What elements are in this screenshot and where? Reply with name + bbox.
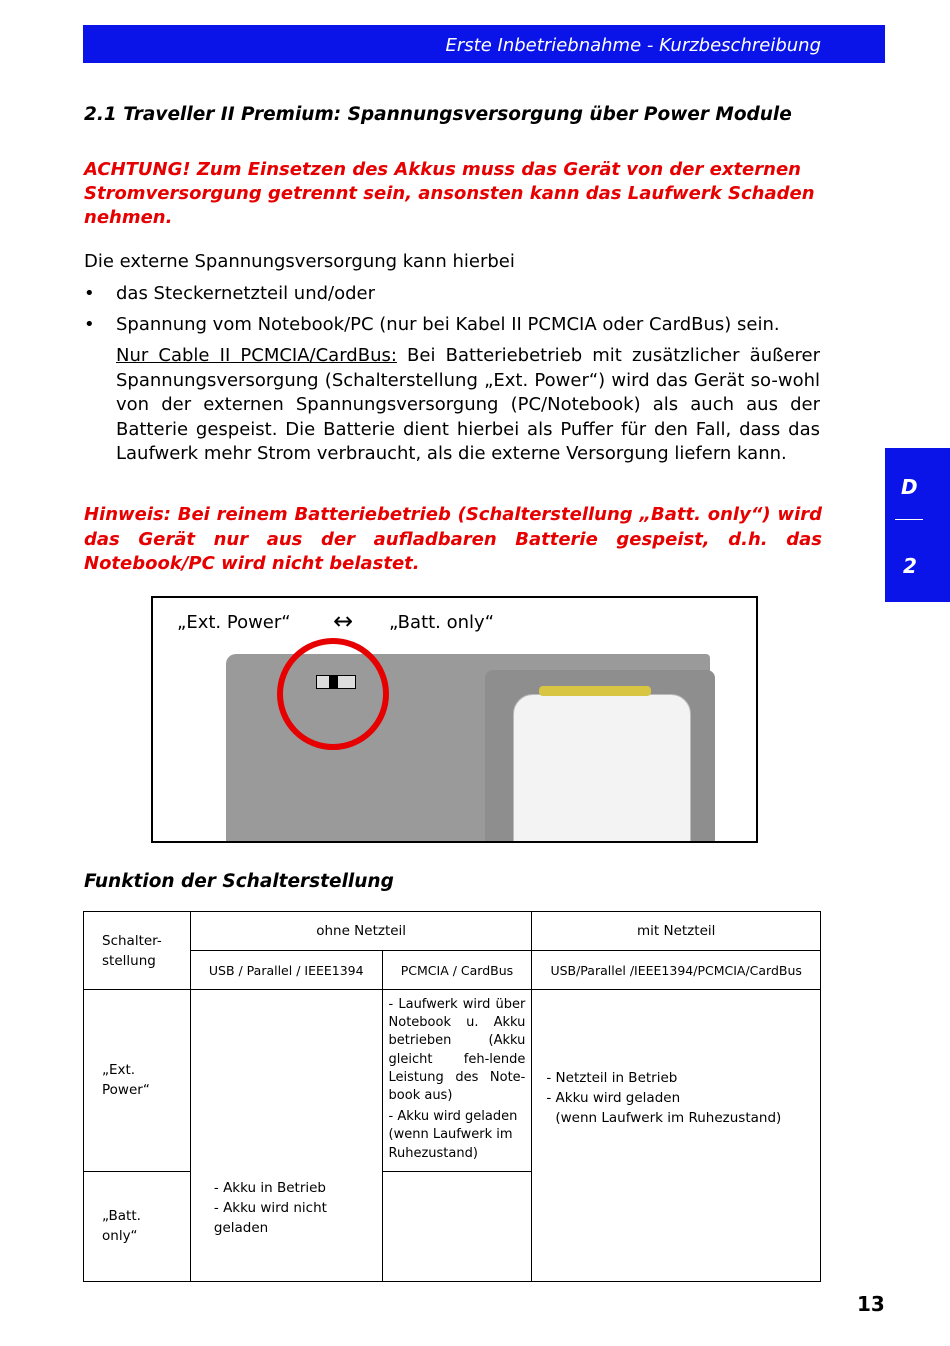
batt-only-label: „Batt. only“ <box>389 612 495 633</box>
header-bar <box>83 25 885 63</box>
ohne-netzteil-header: ohne Netzteil <box>190 912 531 951</box>
hint-text: Hinweis: Bei reinem Batteriebetrieb (Schalterstellung „Batt. only“) wird das Gerät nur aus der aufladbaren Batterie gespeist, d.h. das Notebook/PC wird nicht belastet. <box>84 504 822 574</box>
ohne-batt-line-1: - Akku in Betrieb <box>213 1179 327 1196</box>
pcmcia-subheader: PCMCIA / CardBus <box>382 951 532 990</box>
section-title: 2.1 Traveller II Premium: Spannungsversorgung über Power Module <box>84 104 792 125</box>
chapter-tab <box>885 448 950 602</box>
highlight-circle <box>277 638 389 750</box>
mit-line-2: - Akku wird geladen <box>546 1090 681 1106</box>
pcmcia-ext-line-2: - Akku wird geladen (wenn Laufwerk im Ruhezustand) <box>388 1109 518 1161</box>
row-batt-only: „Batt. only“ <box>84 1171 191 1281</box>
mit-line-1: - Netzteil in Betrieb <box>546 1070 678 1086</box>
all-interfaces-subheader: USB/Parallel /IEEE1394/PCMCIA/CardBus <box>532 951 821 990</box>
pcmcia-ext-line-1: - Laufwerk wird über Notebook u. Akku betrieben (Akku gleicht feh-lende Leistung des Note-book aus) <box>388 997 526 1104</box>
double-arrow-icon: ↔ <box>333 607 354 635</box>
mit-line-3: (wenn Laufwerk im Ruhezustand) <box>555 1110 782 1126</box>
list-item-text: das Steckernetzteil und/oder <box>116 283 376 304</box>
paragraph-heading: Nur Cable II PCMCIA/CardBus: <box>116 345 397 366</box>
table-title: Funktion der Schalterstellung <box>84 871 394 892</box>
pcmcia-ext-cell <box>382 990 532 1172</box>
battery-cell <box>513 694 691 843</box>
chapter-number: 2 <box>903 554 917 578</box>
header-title: Erste Inbetriebnahme - Kurzbeschreibung <box>445 35 821 56</box>
row-ext-power: „Ext. Power“ <box>84 990 191 1172</box>
pcmcia-batt-cell <box>382 1171 532 1281</box>
ohne-batt-cell <box>190 990 382 1282</box>
bullet-dot: • <box>84 283 95 304</box>
mit-netzteil-header: mit Netzteil <box>532 912 821 951</box>
intro-text: Die externe Spannungsversorgung kann hierbei <box>84 251 515 272</box>
ext-power-label: „Ext. Power“ <box>177 612 291 633</box>
list-item-text: Spannung vom Notebook/PC (nur bei Kabel II PCMCIA oder CardBus) sein. <box>116 314 780 335</box>
chapter-letter: D <box>901 475 918 499</box>
mit-netzteil-cell <box>532 990 821 1282</box>
chapter-divider <box>895 519 923 520</box>
paragraph-body: Bei Batteriebetrieb mit zusätzlicher äußerer Spannungsversorgung (Schalterstellung „Ext. Power“) wird das Gerät so-wohl von der externen Spannungsversorgung (PC/Notebook) als auch aus der Batterie gespeist. Die Batterie dient hierbei als Puffer für den Fall, dass das Laufwerk mehr Strom verbraucht, als die externe Versorgung liefern kann. <box>116 345 821 464</box>
bullet-dot: • <box>84 314 95 335</box>
corner-header: Schalter- stellung <box>84 912 191 990</box>
cable-paragraph <box>116 344 820 467</box>
battery-tape <box>539 686 651 696</box>
warning-text: ACHTUNG! Zum Einsetzen des Akkus muss das Gerät von der externen Stromversorgung getrennt sein, ansonsten kann das Laufwerk Schaden nehmen. <box>84 159 815 228</box>
usb-subheader: USB / Parallel / IEEE1394 <box>190 951 382 990</box>
page-number: 13 <box>857 1292 885 1316</box>
switch-figure <box>151 596 758 843</box>
ohne-batt-line-2: - Akku wird nicht geladen <box>213 1199 327 1236</box>
switch-function-table <box>83 911 821 1282</box>
